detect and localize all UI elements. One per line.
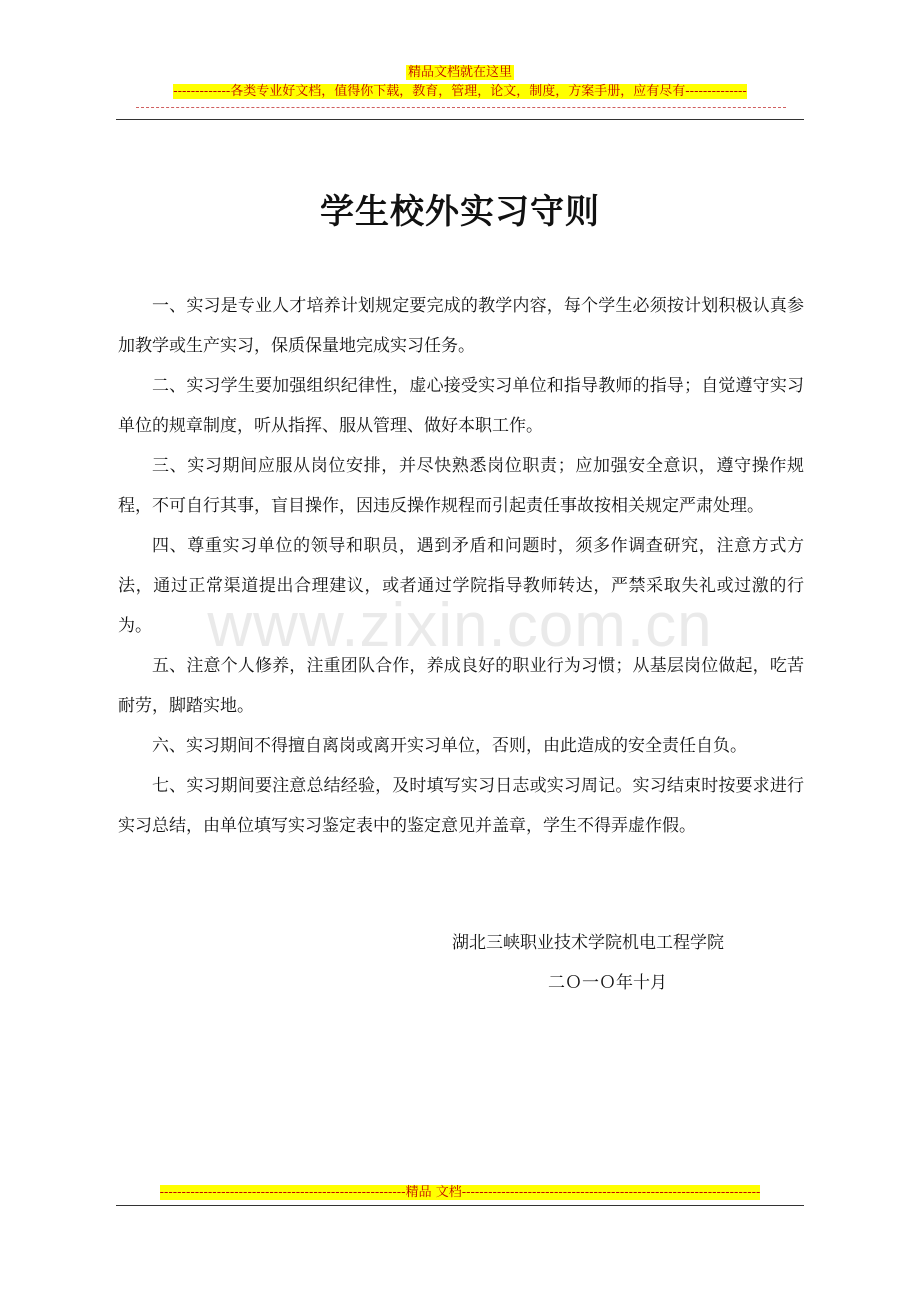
header-banner-tagline <box>0 83 920 101</box>
footer-banner-text: --------------------------------------------------------精品 文档-------------------------------------------------------------------- <box>159 1185 761 1200</box>
header-banner-title-text: 精品文档就在这里 <box>407 65 512 80</box>
rule-paragraph-6: 六、实习期间不得擅自离岗或离开实习单位，否则，由此造成的安全责任自负。 <box>152 736 747 756</box>
rule-paragraph-2: 二、实习学生要加强组织纪律性，虚心接受实习单位和指导教师的指导；自觉遵守实习单位的规章制度，听从指挥、服从管理、做好本职工作。 <box>118 376 804 436</box>
footer-banner <box>0 1184 920 1202</box>
header-banner-title <box>0 64 920 82</box>
document-title: 学生校外实习守则 <box>320 192 600 232</box>
rule-paragraph-3: 三、实习期间应服从岗位安排，并尽快熟悉岗位职责；应加强安全意识，遵守操作规程，不可自行其事，盲目操作，因违反操作规程而引起责任事故按相关规定严肃处理。 <box>118 456 804 516</box>
footer-rule <box>116 1205 804 1206</box>
rule-paragraph-5: 五、注意个人修养，注重团队合作，养成良好的职业行为习惯；从基层岗位做起，吃苦耐劳，脚踏实地。 <box>118 656 804 716</box>
rule-paragraph-1: 一、实习是专业人才培养计划规定要完成的教学内容，每个学生必须按计划积极认真参加教学或生产实习，保质保量地完成实习任务。 <box>118 296 804 356</box>
header-banner-tagline-text: -------------各类专业好文档，值得你下载，教育，管理，论文，制度，方案手册，应有尽有-------------- <box>173 84 747 99</box>
rule-paragraph-7: 七、实习期间要注意总结经验，及时填写实习日志或实习周记。实习结束时按要求进行实习总结，由单位填写实习鉴定表中的鉴定意见并盖章，学生不得弄虚作假。 <box>118 776 804 836</box>
rule-paragraph-4: 四、尊重实习单位的领导和职员，遇到矛盾和问题时，须多作调查研究，注意方式方法，通过正常渠道提出合理建议，或者通过学院指导教师转达，严禁采取失礼或过激的行为。 <box>118 536 804 636</box>
document-body <box>118 286 804 846</box>
watermark: www.zixin.com.cn <box>207 591 713 660</box>
header-rule <box>116 119 804 120</box>
signature-date: 二Ｏ一Ｏ年十月 <box>548 973 667 993</box>
signature-institution: 湖北三峡职业技术学院机电工程学院 <box>452 933 724 953</box>
